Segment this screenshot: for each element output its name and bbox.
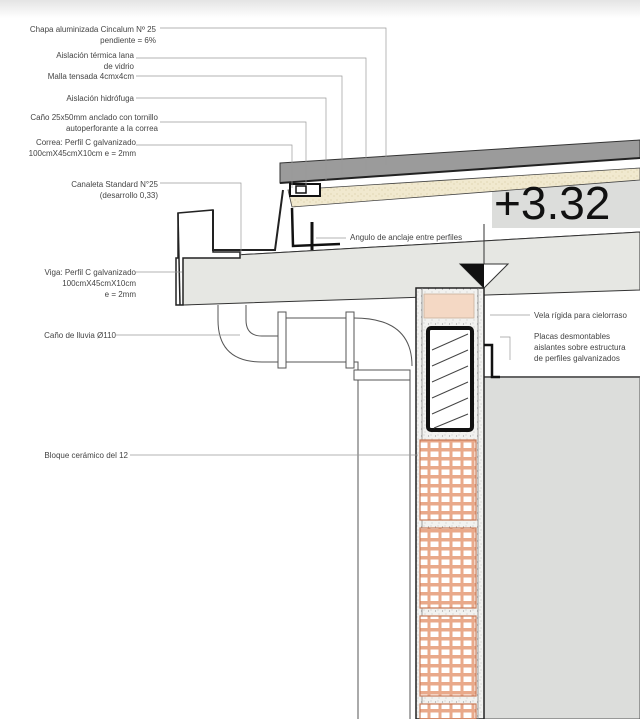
top-block [424,294,474,318]
label-placas: Placas desmontables aislantes sobre estructura de perfiles galvanizados [534,332,626,363]
level-value: +3.32 [494,177,611,229]
top-shadow [0,0,640,18]
label-cano-tornillo: Caño 25x50mm anclado con tornillo autoperforante a la correa [30,113,158,133]
label-chapa: Chapa aluminizada Cincalum Nº 25 pendiente = 6% [29,25,156,45]
label-vela: Vela rígida para cielorraso [534,311,627,320]
label-bloque: Bloque cerámico del 12 [44,451,128,460]
label-aislacion-hidrofuga: Aislación hidrófuga [66,94,134,103]
label-viga: Viga: Perfil C galvanizado 100cmX45cmX10cm e = 2mm [44,268,136,299]
rain-pipe [286,318,346,362]
label-cano-lluvia: Caño de lluvia Ø110 [44,331,116,340]
label-correa: Correa: Perfil C galvanizado 100cmX45cmX10cm e = 2mm [28,138,136,158]
label-canaleta: Canaleta Standard N°25 (desarrollo 0,33) [71,180,158,200]
ceramic-block-1 [420,440,476,520]
ceramic-block-4 [420,704,476,719]
label-angulo: Angulo de anclaje entre perfiles [350,233,463,242]
ceramic-block-2 [420,528,476,608]
label-aislacion-termica: Aislación térmica lana de vidrio [56,51,134,71]
interior-wall-plane [484,377,640,719]
label-malla: Malla tensada 4cmx4cm [47,72,134,81]
ceramic-block-3 [420,616,476,696]
pipe-coupling [278,312,286,368]
